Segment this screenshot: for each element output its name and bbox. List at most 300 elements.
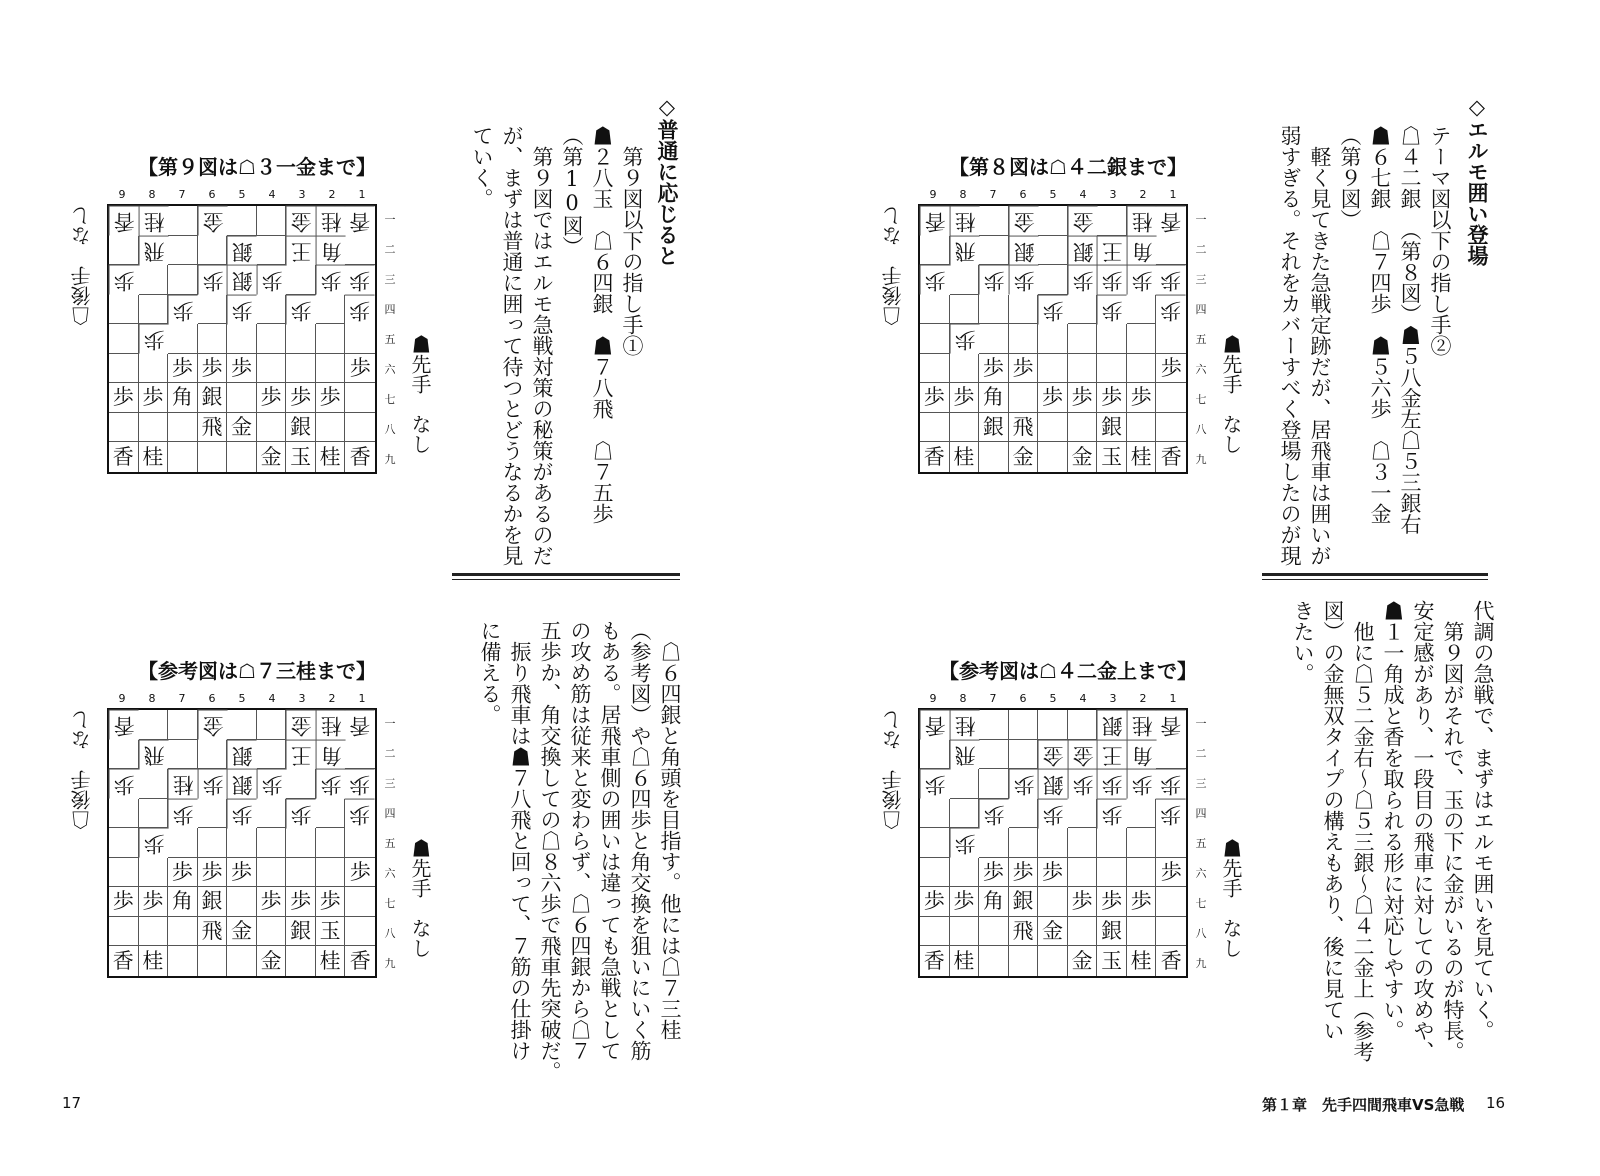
gote-piece: 金 [198, 206, 228, 236]
gote-piece: 香 [920, 206, 950, 236]
rank-label: 五 [1195, 333, 1207, 346]
empty-square [1097, 828, 1127, 858]
text-line: きたい。 [1291, 600, 1315, 684]
gote-piece: 歩 [1127, 769, 1157, 799]
gote-piece: 金 [1009, 206, 1039, 236]
rank-label: 六 [1195, 867, 1207, 880]
gote-piece: 歩 [1156, 295, 1186, 325]
sente-piece: 桂 [1127, 946, 1157, 976]
text-line: 第９図がそれで、玉の下に金がいるのが特長。 [1441, 600, 1465, 1062]
gote-piece: 歩 [168, 295, 198, 325]
empty-square [109, 236, 139, 266]
empty-square [920, 858, 950, 888]
sente-piece: 歩 [139, 887, 169, 917]
gote-piece: 歩 [227, 295, 257, 325]
gote-piece: 香 [345, 710, 375, 740]
gote-piece: 香 [109, 710, 139, 740]
divider-right [1262, 573, 1488, 576]
rank-label: 八 [384, 927, 396, 940]
sente-piece: 歩 [316, 887, 346, 917]
empty-square [1038, 265, 1068, 295]
rank-label: 二 [1195, 243, 1207, 256]
gote-piece: 歩 [1156, 769, 1186, 799]
empty-square [198, 799, 228, 829]
sente-piece: 銀 [286, 413, 316, 443]
empty-square [316, 324, 346, 354]
text-line: 第９図ではエルモ急戦対策の秘策があるのだ [530, 125, 554, 566]
empty-square [257, 413, 287, 443]
empty-square [1038, 442, 1068, 472]
empty-square [1068, 799, 1098, 829]
diagram-caption: 【第９図は☖３一金まで】 [138, 155, 376, 179]
text-line: 安定感があり、一段目の飛車に対しての攻めや、 [1411, 600, 1435, 1062]
gote-piece: 歩 [1097, 769, 1127, 799]
empty-square [198, 236, 228, 266]
sente-piece: 歩 [109, 383, 139, 413]
sente-piece: 玉 [1097, 442, 1127, 472]
empty-square [920, 799, 950, 829]
gote-piece: 王 [286, 740, 316, 770]
empty-square [227, 946, 257, 976]
empty-square [1156, 383, 1186, 413]
sente-piece: 歩 [168, 858, 198, 888]
sente-piece: 銀 [1097, 413, 1127, 443]
text-line: テーマ図以下の指し手② [1428, 125, 1452, 356]
file-label: 2 [328, 692, 336, 705]
gote-piece: 桂 [316, 206, 346, 236]
empty-square [1009, 799, 1039, 829]
gote-piece: 歩 [257, 265, 287, 295]
empty-square [345, 740, 375, 770]
empty-square [286, 769, 316, 799]
empty-square [920, 354, 950, 384]
gote-piece: 金 [286, 710, 316, 740]
gote-piece: 歩 [316, 769, 346, 799]
empty-square [198, 324, 228, 354]
gote-piece: 飛 [950, 236, 980, 266]
sente-piece: 歩 [227, 858, 257, 888]
empty-square [257, 828, 287, 858]
empty-square [257, 917, 287, 947]
empty-square [227, 383, 257, 413]
heading-normal-response: ◇普通に応じると [655, 95, 679, 266]
sente-piece: 香 [109, 946, 139, 976]
rank-label: 四 [384, 807, 396, 820]
rank-label: 三 [384, 777, 396, 790]
sente-piece: 歩 [198, 354, 228, 384]
diagram-figure-9 [70, 154, 447, 534]
empty-square [168, 265, 198, 295]
gote-piece: 歩 [316, 265, 346, 295]
empty-square [1127, 858, 1157, 888]
empty-square [257, 710, 287, 740]
rank-label: 五 [1195, 837, 1207, 850]
rank-label: 五 [384, 333, 396, 346]
sente-piece: 歩 [257, 887, 287, 917]
text-line: ☖６四銀と角頭を目指す。他には☖７三桂 [658, 620, 682, 1040]
empty-square [316, 799, 346, 829]
file-labels [918, 692, 1188, 705]
gote-piece: 歩 [1068, 769, 1098, 799]
gote-piece: 歩 [1127, 265, 1157, 295]
empty-square [920, 236, 950, 266]
empty-square [139, 265, 169, 295]
gote-piece: 角 [316, 236, 346, 266]
text-line: ☖４二銀 （第８図）☗５八金左☖５三銀右 [1398, 125, 1422, 535]
gote-piece: 歩 [345, 799, 375, 829]
text-line: ☗６七銀 ☖７四歩 ☗５六歩 ☖３一金 [1368, 125, 1392, 524]
sente-piece: 歩 [1068, 383, 1098, 413]
rank-label: 一 [384, 213, 396, 226]
rank-label: 四 [1195, 807, 1207, 820]
empty-square [1156, 324, 1186, 354]
rank-label: 六 [384, 867, 396, 880]
footer-chapter: 第１章 先手四間飛車VS急戦 [1262, 1096, 1465, 1114]
diagram-caption: 【参考図は☖７三桂まで】 [138, 659, 376, 683]
file-label: 8 [148, 692, 156, 705]
gote-piece: 歩 [920, 769, 950, 799]
file-label: 7 [178, 692, 186, 705]
sente-piece: 銀 [1097, 917, 1127, 947]
file-label: 6 [208, 188, 216, 201]
empty-square [168, 206, 198, 236]
empty-square [979, 946, 1009, 976]
empty-square [345, 324, 375, 354]
empty-square [109, 828, 139, 858]
sente-piece: 歩 [1127, 383, 1157, 413]
empty-square [1068, 917, 1098, 947]
gote-piece: 歩 [1156, 265, 1186, 295]
empty-square [920, 740, 950, 770]
empty-square [920, 828, 950, 858]
gote-piece: 香 [109, 206, 139, 236]
text-line: 弱すぎる。それをカバーすべく登場したのが現 [1278, 125, 1302, 566]
empty-square [286, 324, 316, 354]
empty-square [920, 413, 950, 443]
empty-square [286, 354, 316, 384]
rank-label: 三 [1195, 273, 1207, 286]
sente-piece: 金 [1068, 442, 1098, 472]
empty-square [198, 828, 228, 858]
empty-square [168, 236, 198, 266]
empty-square [1009, 324, 1039, 354]
empty-square [345, 828, 375, 858]
empty-square [109, 740, 139, 770]
file-label: 9 [118, 692, 126, 705]
sente-hand: ☗先手 なし [408, 334, 432, 454]
empty-square [168, 442, 198, 472]
gote-piece: 桂 [1127, 710, 1157, 740]
empty-square [950, 265, 980, 295]
sente-piece: 角 [168, 887, 198, 917]
page-number-left: 17 [62, 1094, 82, 1112]
empty-square [198, 946, 228, 976]
empty-square [316, 413, 346, 443]
empty-square [109, 354, 139, 384]
empty-square [168, 413, 198, 443]
gote-piece: 桂 [168, 769, 198, 799]
sente-piece: 金 [227, 917, 257, 947]
sente-piece: 飛 [198, 917, 228, 947]
sente-piece: 歩 [1097, 887, 1127, 917]
gote-piece: 歩 [227, 799, 257, 829]
empty-square [168, 740, 198, 770]
gote-piece: 香 [345, 206, 375, 236]
sente-piece: 歩 [286, 887, 316, 917]
empty-square [950, 413, 980, 443]
gote-piece: 歩 [1097, 265, 1127, 295]
empty-square [1009, 383, 1039, 413]
empty-square [1009, 295, 1039, 325]
empty-square [316, 354, 346, 384]
empty-square [168, 917, 198, 947]
rank-labels [383, 204, 397, 474]
gote-piece: 歩 [1068, 265, 1098, 295]
gote-piece: 銀 [1068, 236, 1098, 266]
file-label: 8 [148, 188, 156, 201]
text-line: 代調の急戦で、まずはエルモ囲いを見ていく。 [1471, 600, 1495, 1041]
file-label: 5 [238, 188, 246, 201]
empty-square [950, 295, 980, 325]
rank-label: 九 [384, 453, 396, 466]
sente-hand: ☗先手 なし [408, 838, 432, 958]
file-label: 5 [1049, 692, 1057, 705]
empty-square [139, 917, 169, 947]
empty-square [257, 206, 287, 236]
empty-square [198, 740, 228, 770]
file-label: 7 [989, 692, 997, 705]
sente-piece: 香 [349, 948, 371, 973]
file-label: 7 [178, 188, 186, 201]
sente-piece: 歩 [1156, 858, 1186, 888]
gote-hand: ☖後手 なし [70, 206, 94, 326]
diagram-caption: 【参考図は☖４二金上まで】 [939, 659, 1197, 683]
empty-square [227, 442, 257, 472]
file-label: 2 [1139, 692, 1147, 705]
sente-piece: 香 [920, 946, 950, 976]
file-label: 1 [1169, 188, 1177, 201]
empty-square [227, 206, 257, 236]
sente-piece: 歩 [139, 383, 169, 413]
gote-piece: 飛 [139, 236, 169, 266]
sente-piece: 金 [227, 413, 257, 443]
sente-piece: 歩 [950, 887, 980, 917]
sente-piece: 角 [168, 383, 198, 413]
sente-hand: ☗先手 なし [1219, 334, 1243, 454]
empty-square [1038, 206, 1068, 236]
empty-square [257, 354, 287, 384]
file-labels [107, 188, 377, 201]
rank-label: 四 [384, 303, 396, 316]
gote-piece: 桂 [139, 206, 169, 236]
empty-square [1038, 887, 1068, 917]
rank-labels [1194, 708, 1208, 978]
rank-labels [383, 708, 397, 978]
rank-label: 八 [1195, 423, 1207, 436]
empty-square [227, 710, 257, 740]
text-line: 第９図以下の指し手① [620, 125, 644, 356]
gote-piece: 歩 [1156, 799, 1186, 829]
rank-label: 一 [1195, 213, 1207, 226]
sente-piece: 歩 [198, 858, 228, 888]
empty-square [109, 858, 139, 888]
gote-piece: 歩 [950, 324, 980, 354]
gote-piece: 歩 [1038, 799, 1068, 829]
sente-piece: 金 [1068, 946, 1098, 976]
gote-piece: 歩 [1038, 295, 1068, 325]
sente-piece: 歩 [1009, 858, 1039, 888]
gote-piece: 香 [1156, 206, 1186, 236]
gote-piece: 歩 [1009, 769, 1039, 799]
text-line: に備える。 [478, 620, 502, 725]
empty-square [1127, 917, 1157, 947]
empty-square [1068, 828, 1098, 858]
empty-square [920, 917, 950, 947]
sente-piece: 歩 [257, 383, 287, 413]
empty-square [168, 828, 198, 858]
empty-square [345, 413, 375, 443]
gote-piece: 桂 [1127, 206, 1157, 236]
text-line: の攻め筋は従来と変わらず、☖６四銀から☖７ [568, 620, 592, 1061]
rank-label: 一 [384, 717, 396, 730]
file-label: 4 [1079, 692, 1087, 705]
text-line: （第９図） [1338, 125, 1362, 230]
sente-piece: 歩 [1038, 383, 1068, 413]
sente-piece: 桂 [316, 946, 346, 976]
sente-piece: 歩 [950, 383, 980, 413]
gote-piece: 歩 [345, 295, 375, 325]
gote-piece: 香 [920, 710, 950, 740]
empty-square [979, 324, 1009, 354]
gote-piece: 銀 [227, 236, 257, 266]
sente-piece: 歩 [227, 354, 257, 384]
empty-square [1068, 354, 1098, 384]
rank-label: 三 [1195, 777, 1207, 790]
rank-label: 二 [384, 747, 396, 760]
gote-piece: 金 [198, 710, 228, 740]
empty-square [979, 710, 1009, 740]
sente-piece: 金 [257, 946, 287, 976]
gote-piece: 金 [286, 206, 316, 236]
gote-piece: 金 [1038, 740, 1068, 770]
empty-square [168, 710, 198, 740]
empty-square [345, 887, 375, 917]
page-number-right: 16 [1486, 1094, 1506, 1112]
gote-piece: 歩 [109, 769, 139, 799]
text-line: ☗２八玉 ☖６四銀 ☗７八飛 ☖７五歩 [590, 125, 614, 524]
sente-piece: 歩 [1009, 354, 1039, 384]
text-line: 軽く見てきた急戦定跡だが、居飛車は囲いが [1308, 125, 1332, 566]
text-line: （参考図）や☖６四歩と角交換を狙いにいく筋 [628, 620, 652, 1061]
empty-square [139, 769, 169, 799]
diagram-reference-kei [70, 658, 447, 1038]
empty-square [1009, 710, 1039, 740]
empty-square [345, 383, 375, 413]
sente-piece: 銀 [1009, 887, 1039, 917]
empty-square [139, 799, 169, 829]
empty-square [227, 828, 257, 858]
left-bottom-text [455, 620, 685, 1082]
file-labels [107, 692, 377, 705]
rank-label: 六 [1195, 363, 1207, 376]
text-line: （第10図） [560, 125, 584, 257]
file-label: 3 [1109, 692, 1117, 705]
gote-piece: 角 [1127, 740, 1157, 770]
empty-square [109, 324, 139, 354]
sente-piece: 桂 [139, 946, 169, 976]
empty-square [257, 740, 287, 770]
gote-piece: 角 [1127, 236, 1157, 266]
sente-piece: 歩 [1068, 887, 1098, 917]
gote-piece: 歩 [979, 799, 1009, 829]
empty-square [1127, 413, 1157, 443]
sente-piece: 銀 [979, 413, 1009, 443]
shogi-board [918, 204, 1188, 474]
empty-square [257, 295, 287, 325]
sente-piece: 桂 [316, 442, 346, 472]
diagram-caption: 【第８図は☖４二銀まで】 [949, 155, 1187, 179]
file-label: 9 [929, 188, 937, 201]
sente-piece: 香 [1160, 444, 1182, 469]
text-line: 振り飛車は☗７八飛と回って、７筋の仕掛け [508, 620, 532, 1061]
empty-square [920, 295, 950, 325]
sente-piece: 歩 [345, 858, 375, 888]
empty-square [286, 828, 316, 858]
rank-label: 一 [1195, 717, 1207, 730]
file-label: 2 [328, 188, 336, 201]
empty-square [979, 442, 1009, 472]
sente-piece: 歩 [1156, 354, 1186, 384]
empty-square [139, 354, 169, 384]
file-label: 1 [358, 188, 366, 201]
gote-piece: 王 [1097, 740, 1127, 770]
sente-piece: 銀 [198, 887, 228, 917]
empty-square [1127, 828, 1157, 858]
gote-hand: ☖後手 なし [881, 710, 905, 830]
empty-square [139, 295, 169, 325]
empty-square [1097, 206, 1127, 236]
file-label: 4 [268, 188, 276, 201]
sente-piece: 玉 [1097, 946, 1127, 976]
empty-square [1097, 354, 1127, 384]
right-top-text [1255, 125, 1455, 565]
text-line: が、まずは普通に囲って待つとどうなるかを見 [500, 125, 524, 566]
rank-label: 九 [1195, 957, 1207, 970]
rank-label: 三 [384, 273, 396, 286]
file-label: 6 [208, 692, 216, 705]
empty-square [1038, 946, 1068, 976]
sente-piece: 歩 [345, 354, 375, 384]
empty-square [1156, 828, 1186, 858]
empty-square [1156, 413, 1186, 443]
empty-square [1009, 946, 1039, 976]
file-label: 4 [1079, 188, 1087, 201]
empty-square [316, 295, 346, 325]
rank-label: 六 [384, 363, 396, 376]
empty-square [1038, 413, 1068, 443]
sente-piece: 歩 [1038, 858, 1068, 888]
sente-piece: 歩 [316, 383, 346, 413]
sente-piece: 桂 [1127, 442, 1157, 472]
gote-piece: 歩 [139, 324, 169, 354]
gote-piece: 香 [1156, 710, 1186, 740]
empty-square [979, 769, 1009, 799]
empty-square [1038, 354, 1068, 384]
empty-square [109, 295, 139, 325]
file-label: 2 [1139, 188, 1147, 201]
sente-piece: 金 [257, 442, 287, 472]
text-line: ☗１一角成と香を取られる形に対応しやすい。 [1381, 600, 1405, 1041]
